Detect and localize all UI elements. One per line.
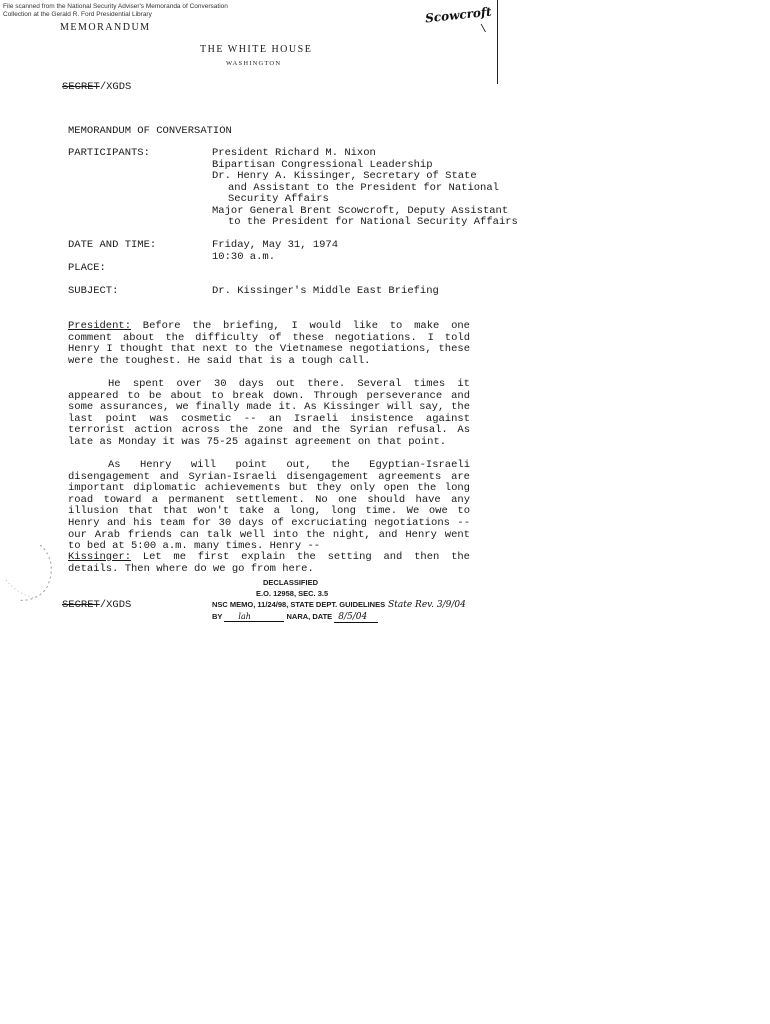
paragraph-text: As Henry will point out, the Egyptian-Israeli disengagement and Syrian-Israeli disengagement agreements are important diplomatic achievements but they only open the long road toward a permanent settlement. No one should have any illusion that that won't take a long, long time. We owe to Henry and his team for 30 days of excruciating negotiations -- our Arab friends can talk well into the night, and Henry went to bed at 5:00 a.m. many times. Henry -- [68,459,470,553]
classification-top [62,82,131,94]
scan-note-line1: File scanned from the National Security Adviser's Memoranda of Conversation [3,3,228,10]
date-value: Friday, May 31, 1974 [212,239,339,251]
classification-rest: /XGDS [99,81,132,93]
speaker-kissinger: Kissinger: [68,551,132,563]
speaker-president: President: [68,320,132,332]
place-label: PLACE: [68,262,106,274]
paragraph-text: He spent over 30 days out there. Several times it appeared to be about to break down. Through perseverance and some assurances, we finally made it. As Kissinger will say, the last point was cosmetic -- an Israeli insistence against terrorist action across the zone and the Syrian refusal. As late as Monday it was 75-25 against agreement on that point. [68,378,470,448]
paragraph-kissinger [68,552,470,575]
handwritten-by: lah [224,612,284,622]
scan-artifact [0,540,60,610]
by-label: BY [212,612,223,621]
paragraph-text: Let me first explain the setting and then the details. Then where do we go from here. [68,551,470,575]
handwritten-state-rev: State Rev. 3/9/04 [388,600,466,610]
declassified-memo-text: NSC MEMO, 11/24/98, STATE DEPT. GUIDELINES [212,600,386,609]
memorandum-label: MEMORANDUM [60,22,151,33]
declassified-authority: E.O. 12958, SEC. 3.5 [256,589,329,598]
scan-note-line2: Collection at the Gerald R. Ford Presidential Library [3,11,152,18]
participant-line: Security Affairs [228,193,329,205]
scan-edge-line [497,0,498,84]
handwritten-nara-date: 8/5/04 [334,613,378,623]
paragraph-text: Before the briefing, I would like to make one comment about the difficulty of these negotiations. I told Henry I thought that next to the Vietnamese negotiations, these were the toughest. He said that is a tough call. [68,320,470,367]
paragraph-3 [68,460,470,553]
participant-line: to the President for National Security Affairs [228,216,518,228]
classification-struck: SECRET [62,81,100,93]
paragraph-president [68,321,470,367]
declassified-title: DECLASSIFIED [263,578,319,587]
classification-bottom [62,600,131,612]
paragraph-2 [68,379,470,449]
time-value: 10:30 a.m. [212,250,276,263]
participant-line: Bipartisan Congressional Leadership [212,158,433,171]
classification-rest: /XGDS [99,599,132,611]
participant-line: President Richard M. Nixon [212,147,376,159]
date-label: DATE AND TIME: [68,239,157,251]
subject-value: Dr. Kissinger's Middle East Briefing [212,285,439,297]
participant-line: Dr. Henry A. Kissinger, Secretary of State [212,170,477,182]
subject-label: SUBJECT: [68,285,119,297]
participant-line: Major General Brent Scowcroft, Deputy Assistant [212,204,509,217]
letterhead-city: WASHINGTON [226,60,282,67]
classification-struck: SECRET [62,599,100,611]
scan-mark: \ [480,24,487,36]
participant-line: and Assistant to the President for National [228,181,499,194]
doc-title: MEMORANDUM OF CONVERSATION [68,125,232,137]
declassified-memo [212,600,466,610]
letterhead-title: THE WHITE HOUSE [200,44,313,55]
participants-label: PARTICIPANTS: [68,147,150,159]
nara-date-label: NARA, DATE [286,612,333,621]
declassified-by-line [212,612,378,623]
handwritten-scowcroft: Scowcroft [424,4,493,26]
